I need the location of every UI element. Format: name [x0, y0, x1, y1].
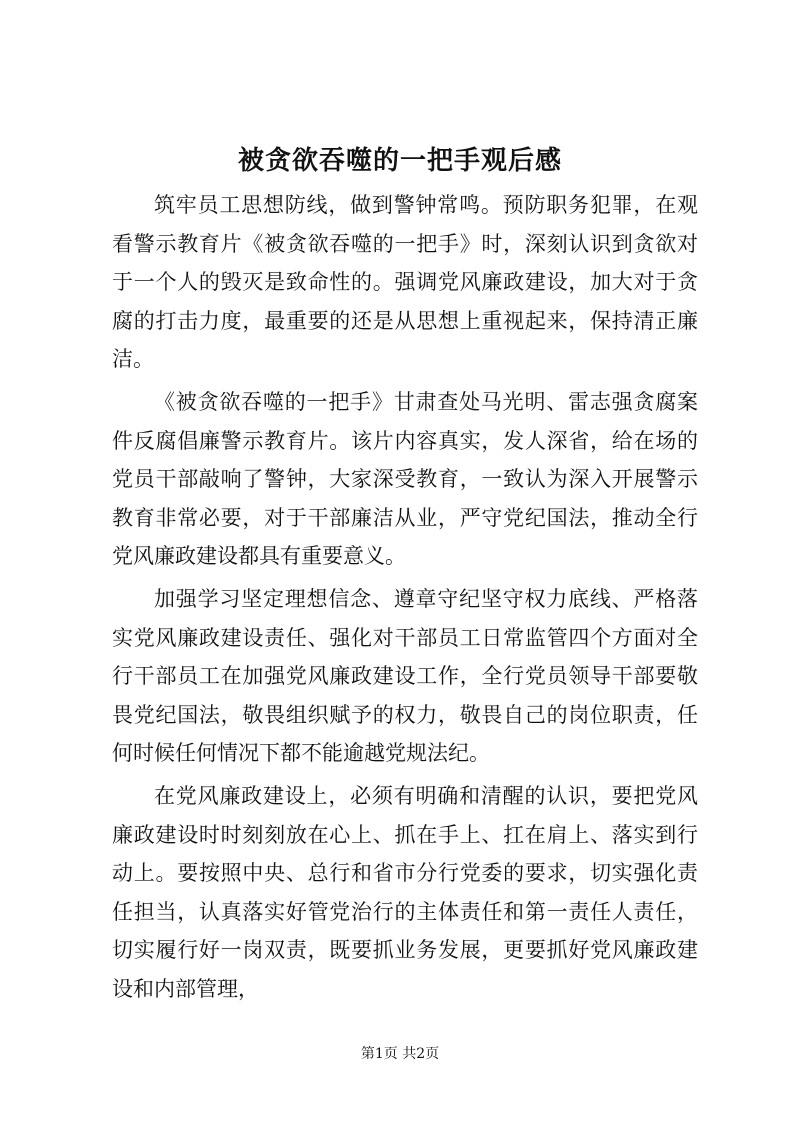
paragraph: 在党风廉政建设上，必须有明确和清醒的认识，要把党风廉政建设时时刻刻放在心上、抓在手上、扛在肩上、落实到行动上。要按照中央、总行和省市分行党委的要求，切实强化责任担当，认真落实好管党治行的主体责任和第一责任人责任，切实履行好一岗双责，既要抓业务发展，更要抓好党风廉政建设和内部管理， [112, 783, 698, 1001]
paragraph: 筑牢员工思想防线，做到警钟常鸣。预防职务犯罪，在观看警示教育片《被贪欲吞噬的一把手》时，深刻认识到贪欲对于一个人的毁灭是致命性的。强调党风廉政建设，加大对于贪腐的打击力度，最重要的还是从思想上重视起来，保持清正廉洁。 [112, 193, 698, 372]
page-number: 第1页 共2页 [360, 1046, 440, 1062]
document-title: 被贪欲吞噬的一把手观后感 [237, 146, 562, 176]
page-footer [0, 1044, 800, 1064]
paragraph: 加强学习坚定理想信念、遵章守纪坚守权力底线、严格落实党风廉政建设责任、强化对干部员工日常监管四个方面对全行干部员工在加强党风廉政建设工作，全行党员领导干部要敬畏党纪国法，敬畏组织赋予的权力，敬畏自己的岗位职责，任何时候任何情况下都不能逾越党规法纪。 [112, 586, 698, 766]
paragraph: 《被贪欲吞噬的一把手》甘肃查处马光明、雷志强贪腐案件反腐倡廉警示教育片。该片内容真实，发人深省，给在场的党员干部敲响了警钟，大家深受教育，一致认为深入开展警示教育非常必要，对于干部廉洁从业，严守党纪国法，推动全行党风廉政建设都具有重要意义。 [112, 389, 698, 569]
document-body [112, 186, 698, 1012]
